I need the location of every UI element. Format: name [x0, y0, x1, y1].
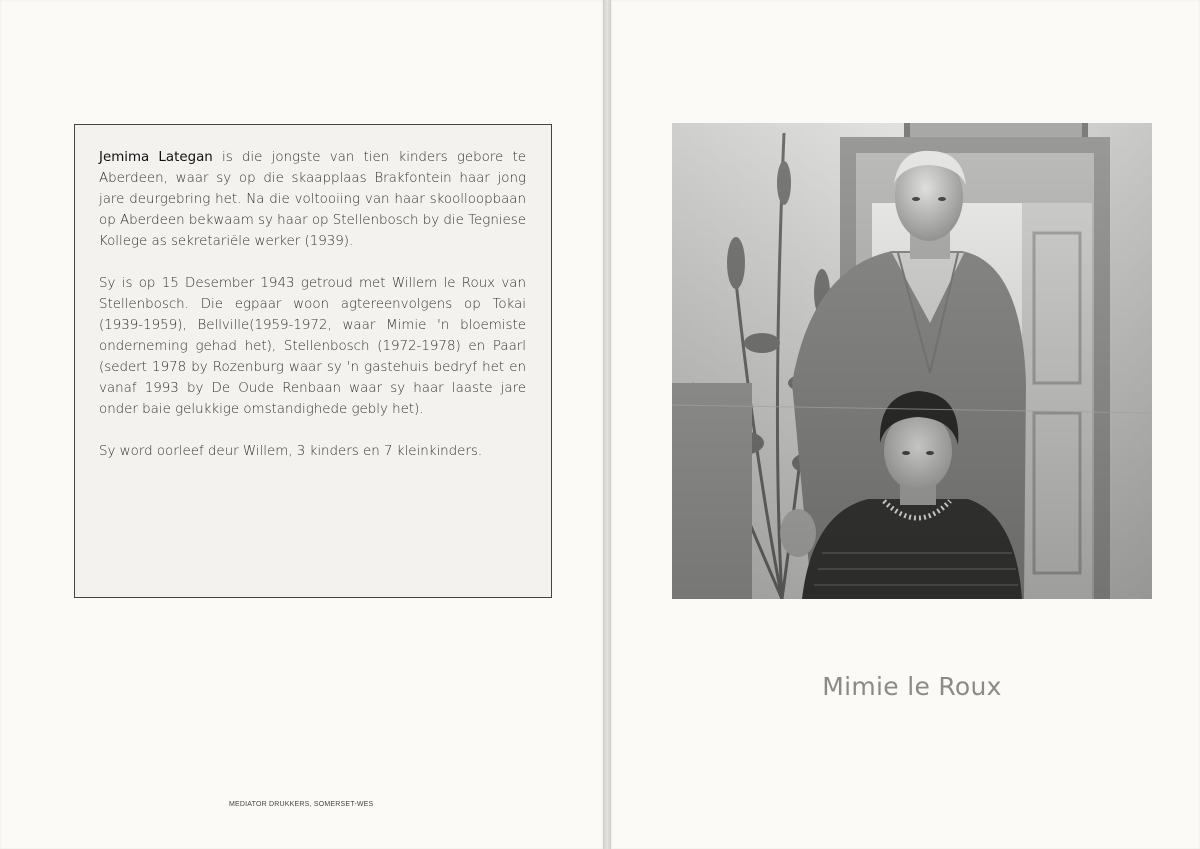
- bio-name: Jemima Lategan: [99, 150, 213, 165]
- bio-paragraph-1-text: is die jongste van tien kinders gebore te Aberdeen, waar sy op die skaapplaas Brakfontein haar jong jare deurgebring het. Na die voltooiing van haar skoolloopbaan op Aberdeen bekwaam sy haar op Stellenbosch by die Tegniese Kollege as sekretariële werker (1939).: [99, 150, 526, 249]
- bio-paragraph-3: Sy word oorleef deur Willem, 3 kinders en 7 kleinkinders.: [99, 444, 483, 459]
- portrait-photo-svg: [672, 123, 1152, 599]
- page-fold: [603, 0, 611, 849]
- bio-paragraph-1: [99, 147, 526, 252]
- printer-credit: MEDIATOR DRUKKERS, SOMERSET-WES: [229, 801, 374, 808]
- biography-box: [74, 124, 552, 598]
- portrait-photo: [672, 123, 1152, 599]
- bio-paragraph-2: Sy is op 15 Desember 1943 getroud met Willem le Roux van Stellenbosch. Die egpaar woon agtereenvolgens op Tokai (1939-1959), Bellville(1959-1972, waar Mimie 'n bloemiste onderneming gehad het), Stellenbosch (1972-1978) en Paarl (sedert 1978 by Rozenburg waar sy 'n gastehuis bedryf het en vanaf 1993 by De Oude Renbaan waar sy haar laaste jare onder baie gelukkige omstandighede gebly het).: [99, 276, 526, 417]
- deceased-name-title: Mimie le Roux: [822, 672, 1002, 701]
